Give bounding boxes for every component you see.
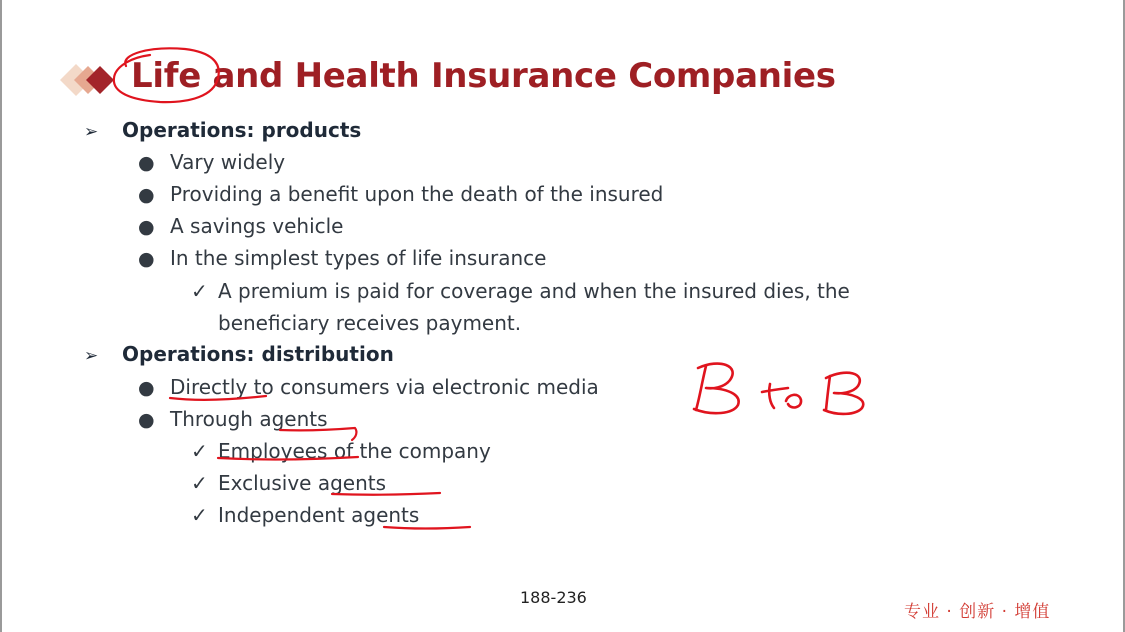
check-item bbox=[191, 439, 491, 463]
check-text: A premium is paid for coverage and when the insured dies, the bbox=[218, 279, 850, 303]
bullet-dot-icon: ● bbox=[138, 216, 155, 238]
checkmark-icon: ✓ bbox=[191, 471, 208, 495]
check-item bbox=[191, 503, 419, 527]
heading-text: Operations: products bbox=[122, 118, 362, 142]
section-heading-products bbox=[84, 118, 361, 142]
handwriting-b-to-b bbox=[694, 364, 863, 414]
heading-text: Operations: distribution bbox=[122, 342, 394, 366]
bullet-dot-icon: ● bbox=[138, 184, 155, 206]
check-text: Exclusive agents bbox=[218, 471, 387, 495]
bullet-text: Vary widely bbox=[170, 150, 286, 174]
check-text: Employees of the company bbox=[218, 439, 491, 463]
bullet-dot-icon: ● bbox=[138, 152, 155, 174]
section-heading-distribution bbox=[84, 342, 394, 366]
bullet-text: A savings vehicle bbox=[170, 214, 344, 238]
bullet-item bbox=[138, 375, 599, 399]
bullet-item bbox=[138, 246, 546, 270]
check-item bbox=[191, 471, 386, 495]
bullet-dot-icon: ● bbox=[138, 377, 155, 399]
arrow-bullet-icon: ➢ bbox=[84, 122, 99, 142]
window-left-border bbox=[0, 0, 2, 632]
check-text: Independent agents bbox=[218, 503, 420, 527]
bullet-item bbox=[138, 214, 344, 238]
bullet-dot-icon: ● bbox=[138, 248, 155, 270]
diamond-logo-icon bbox=[40, 56, 130, 106]
bullet-text: Providing a benefit upon the death of the insured bbox=[170, 182, 664, 206]
bullet-item bbox=[138, 182, 663, 206]
bullet-dot-icon: ● bbox=[138, 409, 155, 431]
check-item-continuation: beneficiary receives payment. bbox=[218, 311, 522, 335]
bullet-item bbox=[138, 407, 328, 431]
check-item bbox=[191, 279, 850, 303]
bullet-text: Directly to consumers via electronic media bbox=[170, 375, 599, 399]
bullet-item bbox=[138, 150, 285, 174]
bullet-text: Through agents bbox=[170, 407, 328, 431]
checkmark-icon: ✓ bbox=[191, 439, 208, 463]
checkmark-icon: ✓ bbox=[191, 279, 208, 303]
checkmark-icon: ✓ bbox=[191, 503, 208, 527]
arrow-bullet-icon: ➢ bbox=[84, 346, 99, 366]
underline-annotation bbox=[384, 527, 470, 529]
page-number: 188-236 bbox=[520, 588, 587, 607]
footer-slogan: 专业 · 创新 · 增值 bbox=[904, 602, 1051, 622]
bullet-text: In the simplest types of life insurance bbox=[170, 246, 547, 270]
slide-title: Life and Health Insurance Companies bbox=[131, 56, 836, 96]
